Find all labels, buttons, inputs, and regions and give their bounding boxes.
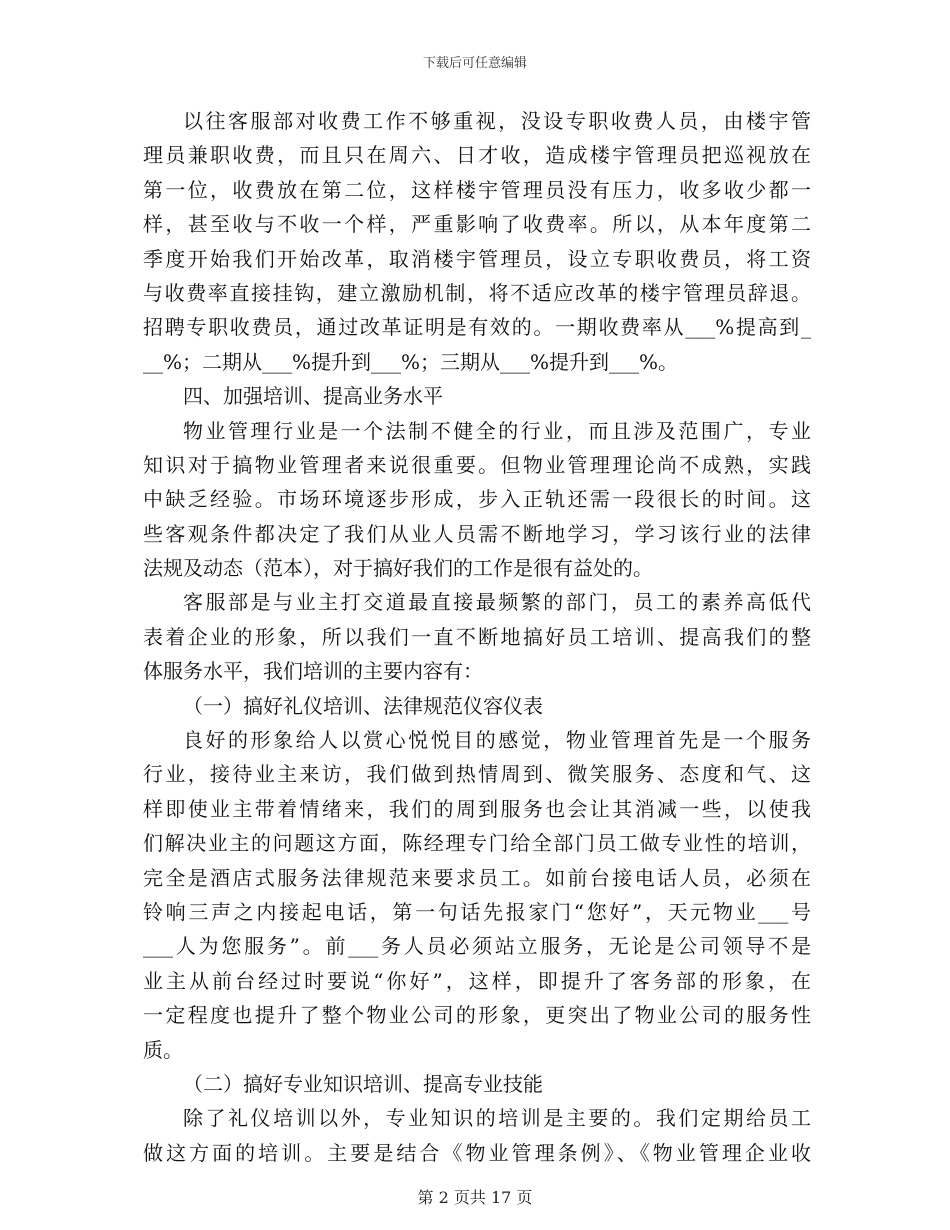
text-line: 知识对于搞物业管理者来说很重要。但物业管理理论尚不成熟，实践 [143, 452, 811, 477]
text-line: 与收费率直接挂钩，建立激励机制，将不适应改革的楼宇管理员辞退。 [143, 280, 811, 305]
text-line: 招聘专职收费员，通过改革证明是有效的。一期收费率从___%提高到_ [143, 315, 811, 340]
text-line: 样即使业主带着情绪来，我们的周到服务也会让其消减一些，以使我 [143, 796, 811, 821]
text-line: 法规及动态（范本），对于搞好我们的工作是很有益处的。 [143, 556, 653, 581]
text-line: 质。 [143, 1037, 183, 1062]
text-line: 们解决业主的问题这方面，陈经理专门给全部门员工做专业性的培训， [143, 831, 811, 856]
text-line: 中缺乏经验。市场环境逐步形成，步入正轨还需一段很长的时间。这 [143, 487, 811, 512]
text-line: 第一位，收费放在第二位，这样楼宇管理员没有压力，收多收少都一 [143, 177, 811, 202]
text-line: 物业管理行业是一个法制不健全的行业，而且涉及范围广，专业 [183, 418, 811, 443]
text-line: 四、加强培训、提高业务水平 [183, 384, 443, 409]
page-header: 下载后可任意编辑 [422, 56, 527, 71]
text-line: 客服部是与业主打交道最直接最频繁的部门，员工的素养高低代 [183, 590, 811, 615]
text-line: 业主从前台经过时要说“你好”，这样，即提升了客务部的形象，在 [143, 968, 811, 993]
text-line: 以往客服部对收费工作不够重视，没设专职收费人员，由楼宇管 [183, 109, 811, 133]
text-line: 季度开始我们开始改革，取消楼宇管理员，设立专职收费员，将工资 [143, 246, 811, 271]
text-line: __%；二期从___%提升到___%；三期从___%提升到___%。 [143, 349, 679, 374]
text-line: 除了礼仪培训以外，专业知识的培训是主要的。我们定期给员工 [183, 1106, 811, 1131]
text-line: （二）搞好专业知识培训、提高专业技能 [183, 1071, 543, 1096]
text-line: 体服务水平，我们培训的主要内容有： [143, 659, 483, 684]
text-line: 表着企业的形象，所以我们一直不断地搞好员工培训、提高我们的整 [143, 624, 811, 649]
text-line: 做这方面的培训。主要是结合《物业管理条例》、《物业管理企业收 [143, 1140, 811, 1165]
document-body [143, 104, 811, 1170]
text-line: 一定程度也提升了整个物业公司的形象，更突出了物业公司的服务性 [143, 1003, 811, 1028]
text-line: （一）搞好礼仪培训、法律规范仪容仪表 [183, 693, 543, 718]
text-line: 良好的形象给人以赏心悦悦目的感觉，物业管理首先是一个服务 [183, 728, 811, 753]
text-line: 些客观条件都决定了我们从业人员需不断地学习，学习该行业的法律 [143, 521, 811, 546]
text-line: 铃响三声之内接起电话，第一句话先报家门“您好”，天元物业___号 [143, 899, 811, 924]
page-footer: 第 2 页共 17 页 [417, 1188, 533, 1207]
text-line: 样，甚至收与不收一个样，严重影响了收费率。所以，从本年度第二 [143, 212, 811, 237]
text-line: 行业，接待业主来访，我们做到热情周到、微笑服务、态度和气、这 [143, 762, 811, 787]
text-line: 完全是酒店式服务法律规范来要求员工。如前台接电话人员，必须在 [143, 865, 811, 890]
text-line: ___人为您服务”。前___务人员必须站立服务，无论是公司领导不是 [143, 934, 811, 959]
text-line: 理员兼职收费，而且只在周六、日才收，造成楼宇管理员把巡视放在 [143, 143, 811, 168]
